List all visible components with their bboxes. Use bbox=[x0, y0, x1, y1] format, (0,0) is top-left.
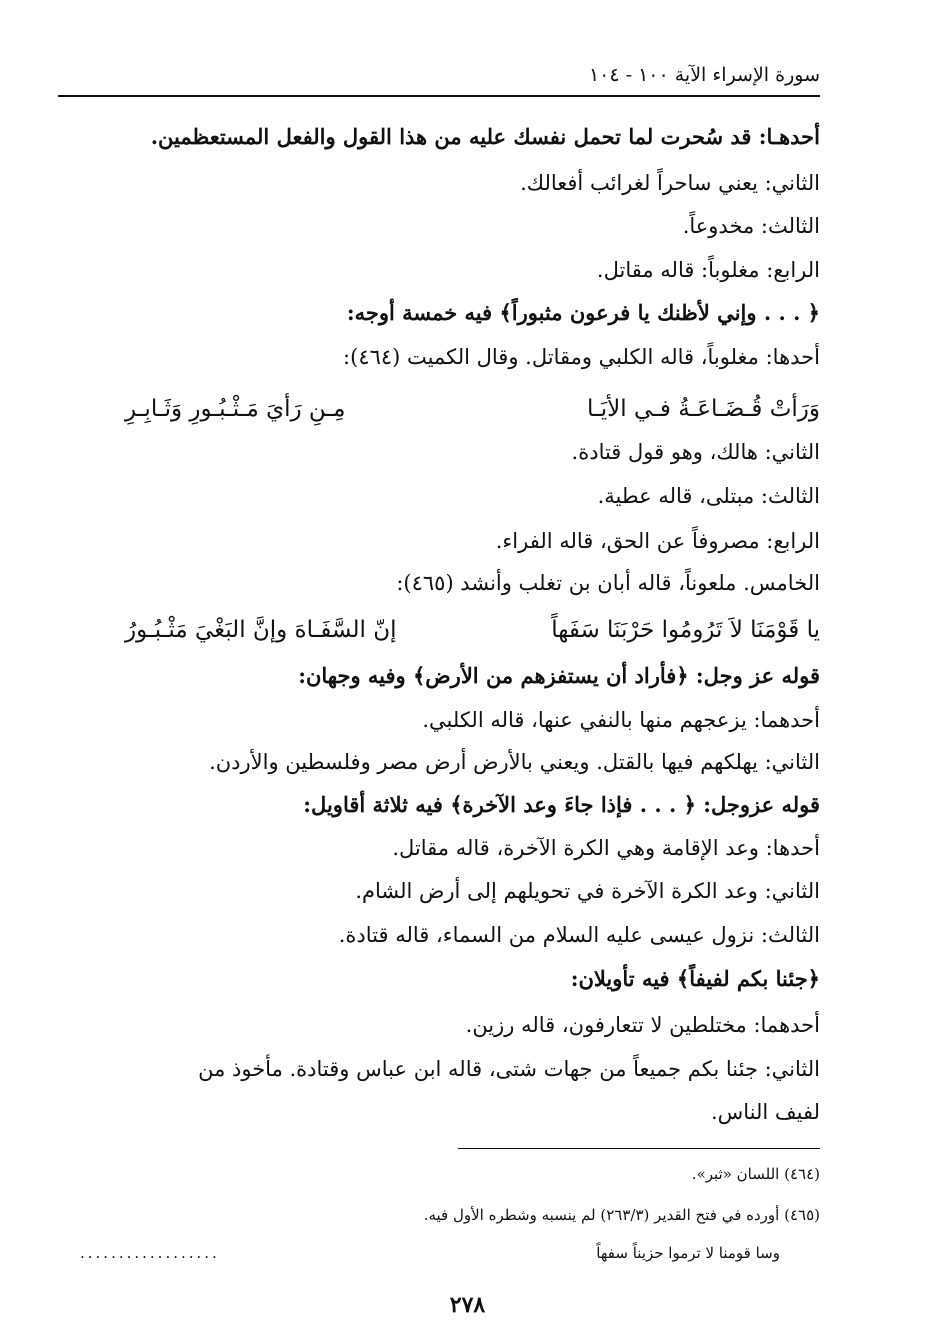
text-line: الثالث: مخدوعاً. bbox=[682, 214, 820, 238]
footnote-verse-text: وسا قومنا لا ترموا حزيناً سفهاً bbox=[596, 1244, 780, 1262]
text-line: أحدها: وعد الإقامة وهي الكرة الآخرة، قاله مقاتل. bbox=[392, 836, 820, 860]
footnote: (٤٦٥) أورده في فتح القدير (٢٦٣/٣) لم ينسبه وشطره الأول فيه. bbox=[423, 1206, 820, 1224]
text-line: الثالث: نزول عيسى عليه السلام من السماء، قاله قتادة. bbox=[338, 923, 820, 947]
footnote-rule bbox=[458, 1148, 820, 1149]
page-number: ٢٧٨ bbox=[449, 1292, 486, 1318]
text-line: ﴿جئنا بكم لفيفاً﴾ فيه تأويلان: bbox=[570, 966, 820, 991]
text-line: الثاني: يهلكهم فيها بالقتل. ويعني بالأرض أرض مصر وفلسطين والأردن. bbox=[209, 750, 820, 774]
footnote: (٤٦٤) اللسان «ثبر». bbox=[691, 1165, 820, 1183]
text-line: قوله عزوجل: ﴿ . . . فإذا جاءَ وعد الآخرة﴾ فيه ثلاثة أقاويل: bbox=[303, 792, 820, 817]
text-line: لفيف الناس. bbox=[710, 1100, 820, 1124]
text-line: أحدها: مغلوباً، قاله الكلبي ومقاتل. وقال الكميت (٤٦٤): bbox=[343, 345, 820, 369]
text-line: الرابع: مغلوباً: قاله مقاتل. bbox=[596, 258, 820, 282]
text-line: أحدهما: يزعجهم منها بالنفي عنها، قاله الكلبي. bbox=[422, 708, 820, 732]
verse-second-hemistich: إنّ السَّفَـاهَ وإنَّ البَغْيَ مَثْـبُـورُ bbox=[125, 617, 397, 643]
text-line: الخامس. ملعوناً، قاله أبان بن تغلب وأنشد (٤٦٥): bbox=[396, 571, 820, 595]
text-line: الثاني: يعني ساحراً لغرائب أفعالك. bbox=[520, 171, 820, 195]
text-line: ﴿ . . . وإني لأظنك يا فرعون مثبوراً﴾ فيه خمسة أوجه: bbox=[346, 300, 820, 325]
text-line: الثاني: وعد الكرة الآخرة في تحويلهم إلى أرض الشام. bbox=[355, 879, 820, 903]
text-line: الثالث: مبتلى، قاله عطية. bbox=[597, 484, 820, 508]
running-head: سورة الإسراء الآية ١٠٠ - ١٠٤ bbox=[588, 64, 820, 86]
verse-first-hemistich: وَرَأتْ قُـضَـاعَـةُ فـي الأيَـا bbox=[587, 396, 820, 422]
verse-first-hemistich: يا قَوْمَنَا لاَ تَرُومُوا حَرْبَنَا سَفَهاً bbox=[551, 617, 820, 643]
text-line: قوله عز وجل: ﴿فأراد أن يستفزهم من الأرض﴾ وفيه وجهان: bbox=[298, 663, 820, 688]
text-line: أحدهـا: قد سُحرت لما تحمل نفسك عليه من هذا القول والفعل المستعظمين. bbox=[150, 124, 820, 149]
text-line: الرابع: مصروفاً عن الحق، قاله الفراء. bbox=[495, 529, 820, 553]
verse-second-hemistich: مِـنِ رَأيَ مَـثْـبُـورِ وَثَـابِـرِ bbox=[125, 396, 346, 422]
text-line: أحدهما: مختلطين لا تتعارفون، قاله رزين. bbox=[465, 1013, 820, 1037]
footnote-verse-dots: .................. bbox=[80, 1244, 220, 1262]
text-line: الثاني: جئنا بكم جميعاً من جهات شتى، قاله ابن عباس وقتادة. مأخوذ من bbox=[198, 1057, 820, 1081]
text-line: الثاني: هالك، وهو قول قتادة. bbox=[571, 440, 820, 464]
